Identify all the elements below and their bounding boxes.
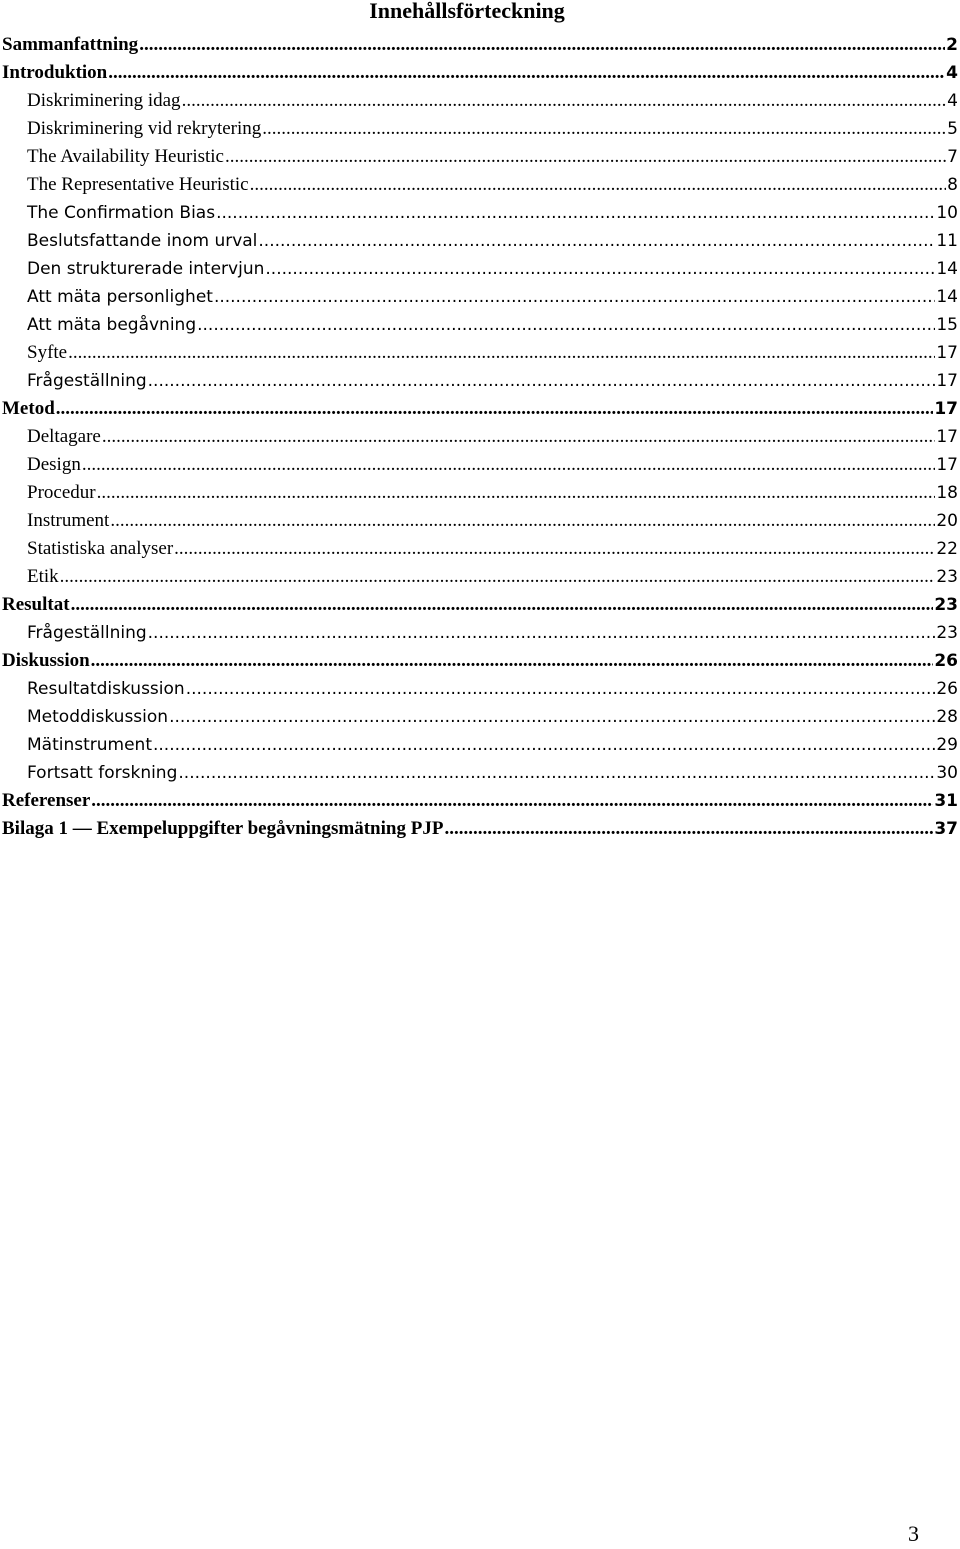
- toc-entry-page: 17: [934, 399, 958, 419]
- toc-dot-leader: [250, 171, 947, 199]
- toc-entry-page: 8: [947, 175, 958, 195]
- toc-entry-label: Metod: [2, 398, 55, 419]
- toc-entry-label: Deltagare: [27, 426, 101, 447]
- toc-dot-leader: [139, 31, 945, 59]
- toc-entry-section[interactable]: [2, 199, 958, 227]
- toc-dot-leader: [225, 143, 946, 171]
- toc-dot-leader: [186, 675, 936, 703]
- toc-entry-page: 23: [934, 595, 958, 615]
- toc-dot-leader: [82, 451, 936, 479]
- toc-entry-section[interactable]: [2, 759, 958, 787]
- toc-entry-label: Fortsatt forskning: [27, 763, 178, 783]
- toc-dot-leader: [60, 563, 936, 591]
- toc-entry-section[interactable]: [2, 367, 958, 395]
- toc-entry-page: 23: [936, 567, 958, 587]
- toc-dot-leader: [214, 283, 935, 311]
- toc-title: Innehållsförteckning: [369, 0, 565, 23]
- toc-entry-section[interactable]: [2, 87, 958, 115]
- toc-entry-chapter[interactable]: [2, 591, 958, 619]
- toc-dot-leader: [174, 535, 935, 563]
- toc-entry-page: 15: [936, 315, 958, 335]
- toc-entry-section[interactable]: [2, 283, 958, 311]
- toc-entry-page: 22: [936, 539, 958, 559]
- toc-entry-label: Instrument: [27, 510, 110, 531]
- toc-entry-label: Resultat: [2, 594, 70, 615]
- toc-entry-section[interactable]: [2, 339, 958, 367]
- toc-entry-label: Design: [27, 454, 81, 475]
- toc-dot-leader: [91, 787, 933, 815]
- toc-dot-leader: [197, 311, 935, 339]
- toc-entry-label: Frågeställning: [27, 371, 147, 391]
- toc-dot-leader: [262, 115, 946, 143]
- toc-entry-section[interactable]: [2, 703, 958, 731]
- toc-entry-section[interactable]: [2, 171, 958, 199]
- toc-entry-label: Etik: [27, 566, 59, 587]
- toc-entry-section[interactable]: [2, 535, 958, 563]
- toc-dot-leader: [71, 591, 934, 619]
- toc-entry-label: The Confirmation Bias: [27, 203, 216, 223]
- toc-entry-label: Frågeställning: [27, 623, 147, 643]
- toc-dot-leader: [108, 59, 945, 87]
- toc-entry-page: 18: [936, 483, 958, 503]
- toc-entry-label: Resultatdiskussion: [27, 679, 185, 699]
- toc-dot-leader: [216, 199, 935, 227]
- toc-entry-page: 14: [936, 287, 958, 307]
- toc-entry-section[interactable]: [2, 479, 958, 507]
- toc-entry-section[interactable]: [2, 731, 958, 759]
- toc-entry-page: 17: [936, 343, 958, 363]
- toc-entry-page: 37: [934, 819, 958, 839]
- toc-entry-page: 4: [947, 91, 958, 111]
- toc-entry-label: Diskriminering vid rekrytering: [27, 118, 262, 139]
- toc-entry-label: Bilaga 1 — Exempeluppgifter begåvningsmätning PJP: [2, 818, 444, 839]
- toc-entry-label: Referenser: [2, 790, 91, 811]
- toc-dot-leader: [110, 507, 935, 535]
- toc-entry-label: Statistiska analyser: [27, 538, 174, 559]
- toc-entry-page: 11: [936, 231, 958, 251]
- toc-dot-leader: [91, 647, 934, 675]
- toc-entry-page: 5: [947, 119, 958, 139]
- toc-entry-page: 31: [934, 791, 958, 811]
- toc-entry-chapter[interactable]: [2, 815, 958, 843]
- toc-entry-page: 4: [946, 63, 958, 83]
- toc-entry-section[interactable]: [2, 619, 958, 647]
- toc-entry-section[interactable]: [2, 675, 958, 703]
- toc-entry-page: 26: [936, 679, 958, 699]
- toc-entry-label: Den strukturerade intervjun: [27, 259, 265, 279]
- toc-entry-section[interactable]: [2, 451, 958, 479]
- toc-entry-section[interactable]: [2, 115, 958, 143]
- toc-entry-page: 20: [936, 511, 958, 531]
- toc-entry-label: Att mäta personlighet: [27, 287, 213, 307]
- toc-entry-section[interactable]: [2, 143, 958, 171]
- toc-dot-leader: [182, 87, 947, 115]
- toc-entry-page: 29: [936, 735, 958, 755]
- toc-entry-page: 17: [936, 427, 958, 447]
- toc-dot-leader: [258, 227, 935, 255]
- toc-entry-section[interactable]: [2, 507, 958, 535]
- toc-dot-leader: [169, 703, 935, 731]
- toc-entry-page: 7: [947, 147, 958, 167]
- toc-entry-section[interactable]: [2, 311, 958, 339]
- toc-entry-label: Metoddiskussion: [27, 707, 169, 727]
- toc-dot-leader: [178, 759, 935, 787]
- toc-entry-label: Diskriminering idag: [27, 90, 181, 111]
- toc-entry-label: Syfte: [27, 342, 68, 363]
- toc-dot-leader: [265, 255, 935, 283]
- toc-entry-page: 10: [936, 203, 958, 223]
- toc-entry-label: Sammanfattning: [2, 34, 139, 55]
- toc-dot-leader: [153, 731, 935, 759]
- toc-dot-leader: [97, 479, 936, 507]
- toc-entry-page: 17: [936, 371, 958, 391]
- toc-entry-page: 26: [934, 651, 958, 671]
- toc-entry-chapter[interactable]: [2, 59, 958, 87]
- page-number: 3: [908, 1521, 919, 1546]
- toc-entry-chapter[interactable]: [2, 787, 958, 815]
- toc-entry-page: 30: [936, 763, 958, 783]
- toc-entry-page: 23: [936, 623, 958, 643]
- toc-entry-page: 14: [936, 259, 958, 279]
- toc-entry-label: The Representative Heuristic: [27, 174, 249, 195]
- toc-entry-page: 17: [936, 455, 958, 475]
- toc-dot-leader: [56, 395, 934, 423]
- toc-entry-label: Procedur: [27, 482, 96, 503]
- toc-entry-label: Diskussion: [2, 650, 90, 671]
- toc-entry-page: 2: [946, 35, 958, 55]
- toc-entry-chapter[interactable]: [2, 647, 958, 675]
- toc-dot-leader: [68, 339, 935, 367]
- toc-entry-label: Mätinstrument: [27, 735, 152, 755]
- toc-dot-leader: [444, 815, 933, 843]
- toc-entry-label: Beslutsfattande inom urval: [27, 231, 258, 251]
- toc-entry-page: 28: [936, 707, 958, 727]
- toc-dot-leader: [148, 367, 936, 395]
- toc-entry-section[interactable]: [2, 423, 958, 451]
- toc-entry-chapter[interactable]: [2, 395, 958, 423]
- toc-entry-section[interactable]: [2, 563, 958, 591]
- toc-entry-label: The Availability Heuristic: [27, 146, 224, 167]
- toc-entry-section[interactable]: [2, 255, 958, 283]
- table-of-contents: [2, 31, 958, 843]
- toc-entry-chapter[interactable]: [2, 31, 958, 59]
- toc-dot-leader: [148, 619, 936, 647]
- toc-entry-label: Introduktion: [2, 62, 108, 83]
- toc-dot-leader: [102, 423, 936, 451]
- toc-entry-section[interactable]: [2, 227, 958, 255]
- toc-entry-label: Att mäta begåvning: [27, 315, 197, 335]
